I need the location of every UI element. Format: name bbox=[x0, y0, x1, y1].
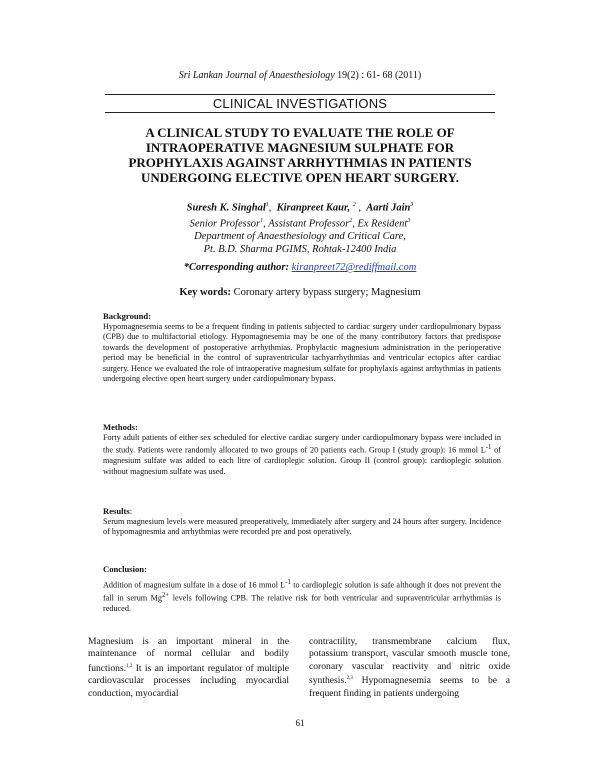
abstract-background bbox=[103, 311, 501, 385]
author-block bbox=[60, 199, 540, 256]
role-3: Ex Resident bbox=[357, 218, 408, 229]
body-column-right: contractility, transmembrane calcium flux, potassium transport, vascular smooth muscle tone, coronary vascular reactivity and nitric oxide synthesis.$^{2,3}$ Hypomagnesemia seems to be a frequent finding in patients undergoing bbox=[309, 636, 510, 699]
keywords-label: Key words: bbox=[179, 287, 231, 298]
author-1: Suresh K. Singhal bbox=[186, 202, 266, 214]
author-2: Kiranpreet Kaur, bbox=[276, 202, 351, 214]
conclusion-sup-2: 2+ bbox=[161, 591, 170, 599]
author-1-sup: 1 bbox=[265, 202, 269, 208]
role-2-sup: 2 bbox=[349, 217, 353, 224]
role-1: Senior Professor bbox=[189, 218, 261, 229]
role-2: Assistant Professor bbox=[268, 218, 350, 229]
title-line: PROPHYLAXIS AGAINST ARRHYTHMIAS IN PATIENTS bbox=[128, 155, 472, 170]
methods-sup: -1 bbox=[485, 444, 492, 451]
section-heading: CLINICAL INVESTIGATIONS bbox=[212, 96, 388, 111]
conclusion-heading: Conclusion: bbox=[103, 564, 147, 574]
journal-citation bbox=[0, 70, 600, 81]
keywords bbox=[0, 287, 600, 298]
title-line: UNDERGOING ELECTIVE OPEN HEART SURGERY. bbox=[140, 170, 459, 185]
title-line: A CLINICAL STUDY TO EVALUATE THE ROLE OF bbox=[145, 125, 455, 140]
section-rule-top bbox=[105, 94, 495, 95]
author-2-sup: 2 bbox=[352, 202, 356, 208]
conclusion-sup-1: -1 bbox=[285, 578, 291, 586]
page-number: 61 bbox=[295, 718, 305, 728]
section-rule-bottom bbox=[105, 112, 495, 113]
title-line: INTRAOPERATIVE MAGNESIUM SULPHATE FOR bbox=[145, 140, 455, 155]
author-names: Suresh K. Singhal$^1$, Kiranpreet Kaur, $^2$ , Aarti Jain$^3$ bbox=[186, 202, 414, 214]
keywords-value: Coronary artery bypass surgery; Magnesium bbox=[233, 287, 421, 298]
body-column-left: Magnesium is an important mineral in the maintenance of normal cellular and bodily functions.$^{1,2}$ It is an important regulator of multiple cardiovascular processes including myocardial conduction, myocardial bbox=[88, 636, 289, 699]
corresponding-author: *Corresponding author: kiranpreet72@rediffmail.com bbox=[183, 262, 417, 273]
institution: Pt. B.D. Sharma PGIMS, Rohtak-12400 India bbox=[203, 244, 397, 255]
corresponding-email-link[interactable]: kiranpreet72@rediffmail.com bbox=[291, 262, 417, 273]
corresponding-label: *Corresponding author bbox=[183, 262, 286, 273]
abstract-methods bbox=[103, 422, 501, 477]
background-text: Hypomagnesemia seems to be a frequent finding in patients subjected to cardiac surgery under cardiopulmonary bypass (CPB) due to multifactorial etiology. Hypomagnesemia may be one of the many contributory factors that predispose towards the development of postoperative arrhythmias. Prophylactic magnesium administration in the perioperative period may be beneficial in the control of supraventricular tachyarrhythmias and ventricular ectopics after cardiac surgery. Hence we evaluated the role of intraoperative magnesium sulfate for prophylaxis against arrhythmias in patients undergoing elective open heart surgery under cardiopulmonary bypass. bbox=[103, 321, 501, 383]
right-citation-sup: 2,3 bbox=[346, 676, 353, 682]
conclusion-text: Addition of magnesium sulfate in a dose of 16 mmol $L^{-1}$ to cardioplegic solution is safe although it does not prevent the fall in serum $Mg^{2+}$ levels following CPB. The relative risk for both ventricular and supraventricular arrhythmias is reduced. bbox=[103, 578, 501, 613]
author-roles: Senior Professor$^1$, Assistant Professor$^2$, Ex Resident$^3$ bbox=[189, 217, 411, 229]
department: Department of Anaesthesiology and Critical Care, bbox=[194, 231, 406, 242]
methods-heading: Methods: bbox=[103, 422, 138, 432]
results-heading: Results: bbox=[103, 506, 133, 516]
abstract-results bbox=[103, 506, 501, 538]
abstract-conclusion bbox=[103, 564, 501, 614]
methods-text: Forty adult patients of either sex scheduled for elective cardiac surgery under cardiopulmonary bypass were included in the study. Patients were randomly allocated to two groups of 20 patients each. Group I (study group): 16 mmol $L^{-1}$ of magnesium sulfate was added to each litre of cardioplegic solution. Group II (control group): cardioplegic solution without magnesium sulfate was used. bbox=[103, 432, 501, 476]
author-3-sup: 3 bbox=[410, 202, 414, 208]
author-3: Aarti Jain bbox=[366, 202, 411, 214]
journal-name: Sri Lankan Journal of Anaesthesiology bbox=[178, 70, 335, 81]
background-heading: Background: bbox=[103, 311, 152, 321]
role-3-sup: 3 bbox=[407, 217, 411, 224]
role-1-sup: 1 bbox=[260, 217, 264, 224]
article-title bbox=[60, 125, 540, 185]
left-citation-sup: 1,2 bbox=[126, 663, 133, 669]
journal-volume: 19(2) : 61- 68 (2011) bbox=[337, 70, 422, 81]
results-text: Serum magnesium levels were measured preoperatively, immediately after surgery and 24 hours after surgery. Incidence of hypomagnesmia and arrhythmias were recorded pre and post operatively. bbox=[103, 516, 501, 536]
